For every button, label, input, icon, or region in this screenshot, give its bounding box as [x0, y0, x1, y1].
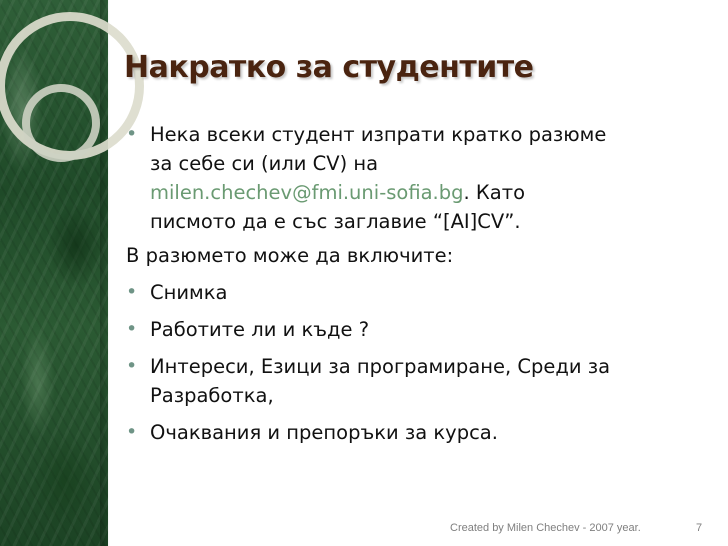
item-text: . Като: [463, 181, 525, 204]
section-label: В разюмето може да включите:: [126, 244, 454, 267]
slide-title: Накратко за студентите: [124, 50, 534, 85]
list-item: [126, 315, 706, 344]
item-text-line: Интереси, Езици за програмиране, Среди за: [150, 355, 611, 378]
list-item: [126, 120, 706, 236]
slide-footer: Created by Milen Chechev - 2007 year.: [450, 522, 641, 534]
slide-content: [126, 120, 706, 447]
list-item: [126, 418, 706, 447]
bullet-icon: •: [126, 318, 138, 340]
page-number: 7: [696, 522, 703, 534]
item-text-line: [150, 149, 706, 178]
item-text-line: Разработка,: [150, 384, 274, 407]
item-text-line: [150, 178, 706, 207]
item-text-line: писмото да е със заглавие “[AI]CV”.: [150, 210, 521, 233]
bullet-icon: •: [126, 355, 138, 377]
bullet-icon: •: [126, 281, 138, 303]
bullet-icon: •: [126, 421, 138, 443]
item-text: за себе си (или CV) на: [150, 152, 379, 175]
bullet-icon: •: [126, 123, 138, 145]
list-item: [126, 278, 706, 307]
small-ring-decoration: [22, 84, 100, 162]
item-text: Очаквания и препоръки за курса.: [150, 421, 498, 444]
item-text-line: Нека всеки студент изпрати кратко разюме: [150, 123, 607, 146]
item-text: Снимка: [150, 281, 228, 304]
item-text: Работите ли и къде ?: [150, 318, 370, 341]
list-item: [126, 352, 706, 410]
email-link[interactable]: milen.chechev@fmi.uni-sofia.bg: [150, 181, 464, 204]
